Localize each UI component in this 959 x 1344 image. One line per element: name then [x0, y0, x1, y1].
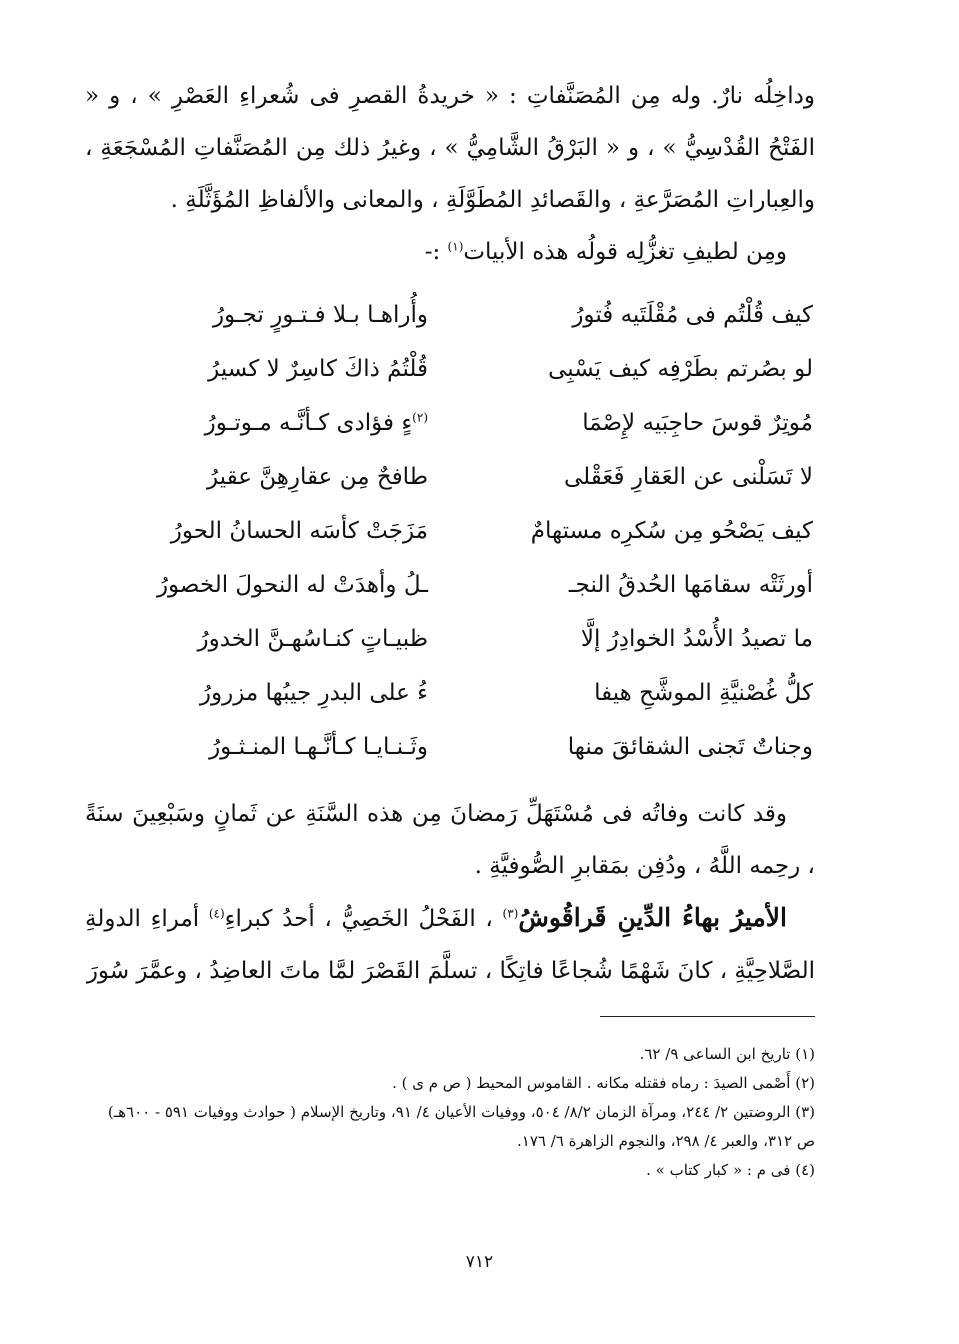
poem-verse — [85, 396, 815, 450]
poem-verse — [85, 720, 815, 774]
page-number: ٧١٢ — [465, 1252, 494, 1272]
footnotes — [85, 1040, 815, 1185]
poem-intro-text: ومِن لطيفِ تغزُّلِه قولُه هذه الأبيات — [463, 239, 787, 265]
main-text — [85, 70, 815, 997]
verse-first-hemistich: أورثَتْه سقامَها الحُدقُ النجـ — [568, 572, 813, 598]
verse-second-hemistich: وأُراهـا بـلا فـتـورٍ تجـورُ — [212, 302, 428, 328]
biography-name: الأميرُ بهاءُ الدِّينِ قَراقُوشُ — [518, 903, 787, 932]
biography-text-tail: أمراءِ الدولةِ الصَّلاحِيَّةِ ، كانَ شَهْمًا شُجاعًا فاتِكًا ، تسلَّمَ القَصْرَ لمَّا ماتَ العاضِدُ ، وعمَّرَ سُورَ — [85, 906, 815, 984]
poem-verse — [85, 288, 815, 342]
verse-second-hemistich: مَزَجَتْ كأسَه الحسانُ الحورُ — [170, 518, 428, 544]
verse-second-hemistich: ظبيـاتٍ كنـاسُهـنَّ الخدورُ — [197, 626, 428, 652]
verse-second-hemistich: ـلُ وأهدَتْ له النحولَ الخصورُ — [156, 572, 428, 598]
verse-first-hemistich: وجناتٌ تَجنى الشقائقَ منها — [567, 734, 813, 760]
verse-first-hemistich: كيف قُلْتُم فى مُقْلَتَيه فُتورُ — [572, 302, 813, 328]
verse-first-hemistich: كيف يَصْحُو مِن سُكرِه مستهامٌ — [530, 518, 813, 544]
poem-verse — [85, 558, 815, 612]
verse-second-hemistich: طافحٌ مِن عقارِهِنَّ عقيرُ — [206, 464, 428, 490]
verse-first-hemistich: ما تصيدُ الأُسْدُ الخوادِرُ إلَّا — [580, 626, 813, 652]
footnote: (٤) فى م : « كبار كتاب » . — [646, 1161, 815, 1179]
poem-verse — [85, 450, 815, 504]
paragraph-biography — [85, 892, 815, 997]
poem-verse — [85, 504, 815, 558]
verse-second-hemistich: وثَـنـايـا كـأنَّـهـا المنـثـورُ — [209, 734, 428, 760]
poem-verse — [85, 666, 815, 720]
verse-second-hemistich: ءُ على البدرِ جيبُها مزرورُ — [199, 680, 428, 706]
footnote-divider — [600, 1016, 815, 1017]
paragraph-intro: وداخِلُه نارٌ. وله مِن المُصَنَّفاتِ : « خريدةُ القصرِ فى شُعراءِ العَصْرِ » ، و « الفَتْحُ القُدْسِيُّ » ، و « البَرْقُ الشَّامِيُّ » ، وغيرُ ذلك مِن المُصَنَّفاتِ المُسْجَعَةِ ، والعِباراتِ المُصَرَّعةِ ، والقَصائدِ المُطَوَّلَةِ ، والمعانى والألفاظِ المُؤَثَّلَةِ . — [85, 83, 815, 213]
verse-first-hemistich: لو بصُرتم بطَرْفِه كيف يَسْبِى — [548, 356, 813, 382]
footnote-ref-2[interactable]: (٢) — [412, 410, 428, 425]
poem-verse — [85, 612, 815, 666]
footnote-ref-4[interactable]: (٤) — [208, 906, 225, 921]
footnote: (٢) أَصْمى الصيدَ : رماه فقتله مكانه . القاموس المحيط ( ص م ى ) . — [392, 1074, 815, 1092]
verse-first-hemistich: لا تَسَلْنى عن العَقارِ فَعَقْلى — [564, 464, 813, 490]
verse-first-hemistich: مُوتِرٌ قوسَ حاجِبَيه لإِصْمَا — [582, 410, 813, 436]
footnote: (٣) الروضتين ٢/ ٢٤٤، ومرآة الزمان ٨/٢/ ٥٠٤، ووفيات الأعيان ٤/ ٩١، وتاريخ الإسلام ( حوادث ووفيات ٥٩١ - ٦٠٠هـ) ص ٣١٢، والعبر ٤/ ٢٩٨، والنجوم الزاهرة ٦/ ١٧٦. — [107, 1103, 815, 1150]
footnote-ref-1[interactable]: (١) — [447, 239, 464, 254]
paragraph-poem-intro — [85, 226, 815, 278]
footnote-ref-3[interactable]: (٣) — [502, 906, 519, 921]
paragraph-death: وقد كانت وفاتُه فى مُسْتَهَلِّ رَمضانَ مِن هذه السَّنَةِ عن ثَمانٍ وسَبْعِينَ سنَةً ، رحِمه اللَّهُ ، ودُفِن بمَقابرِ الصُّوفيَّةِ . — [85, 801, 815, 879]
footnote: (١) تاريخ ابن الساعى ٩/ ٦٢. — [639, 1045, 815, 1063]
poem-intro-tail: :- — [424, 239, 448, 265]
biography-text: ، الفَحْلُ الخَصِيُّ ، أحدُ كبراءِ — [224, 906, 503, 932]
poem-verse — [85, 342, 815, 396]
poem — [85, 288, 815, 774]
verse-second-hemistich — [98, 410, 428, 436]
verse-second-text: ءٍ فؤادى كـأنَّـه مـوتـورُ — [204, 410, 413, 436]
verse-first-hemistich: كلُّ غُصْنيَّةِ الموشَّحِ هيفا — [594, 680, 813, 706]
verse-second-hemistich: قُلْتُمُ ذاكَ كاسِرٌ لا كسيرُ — [208, 356, 428, 382]
